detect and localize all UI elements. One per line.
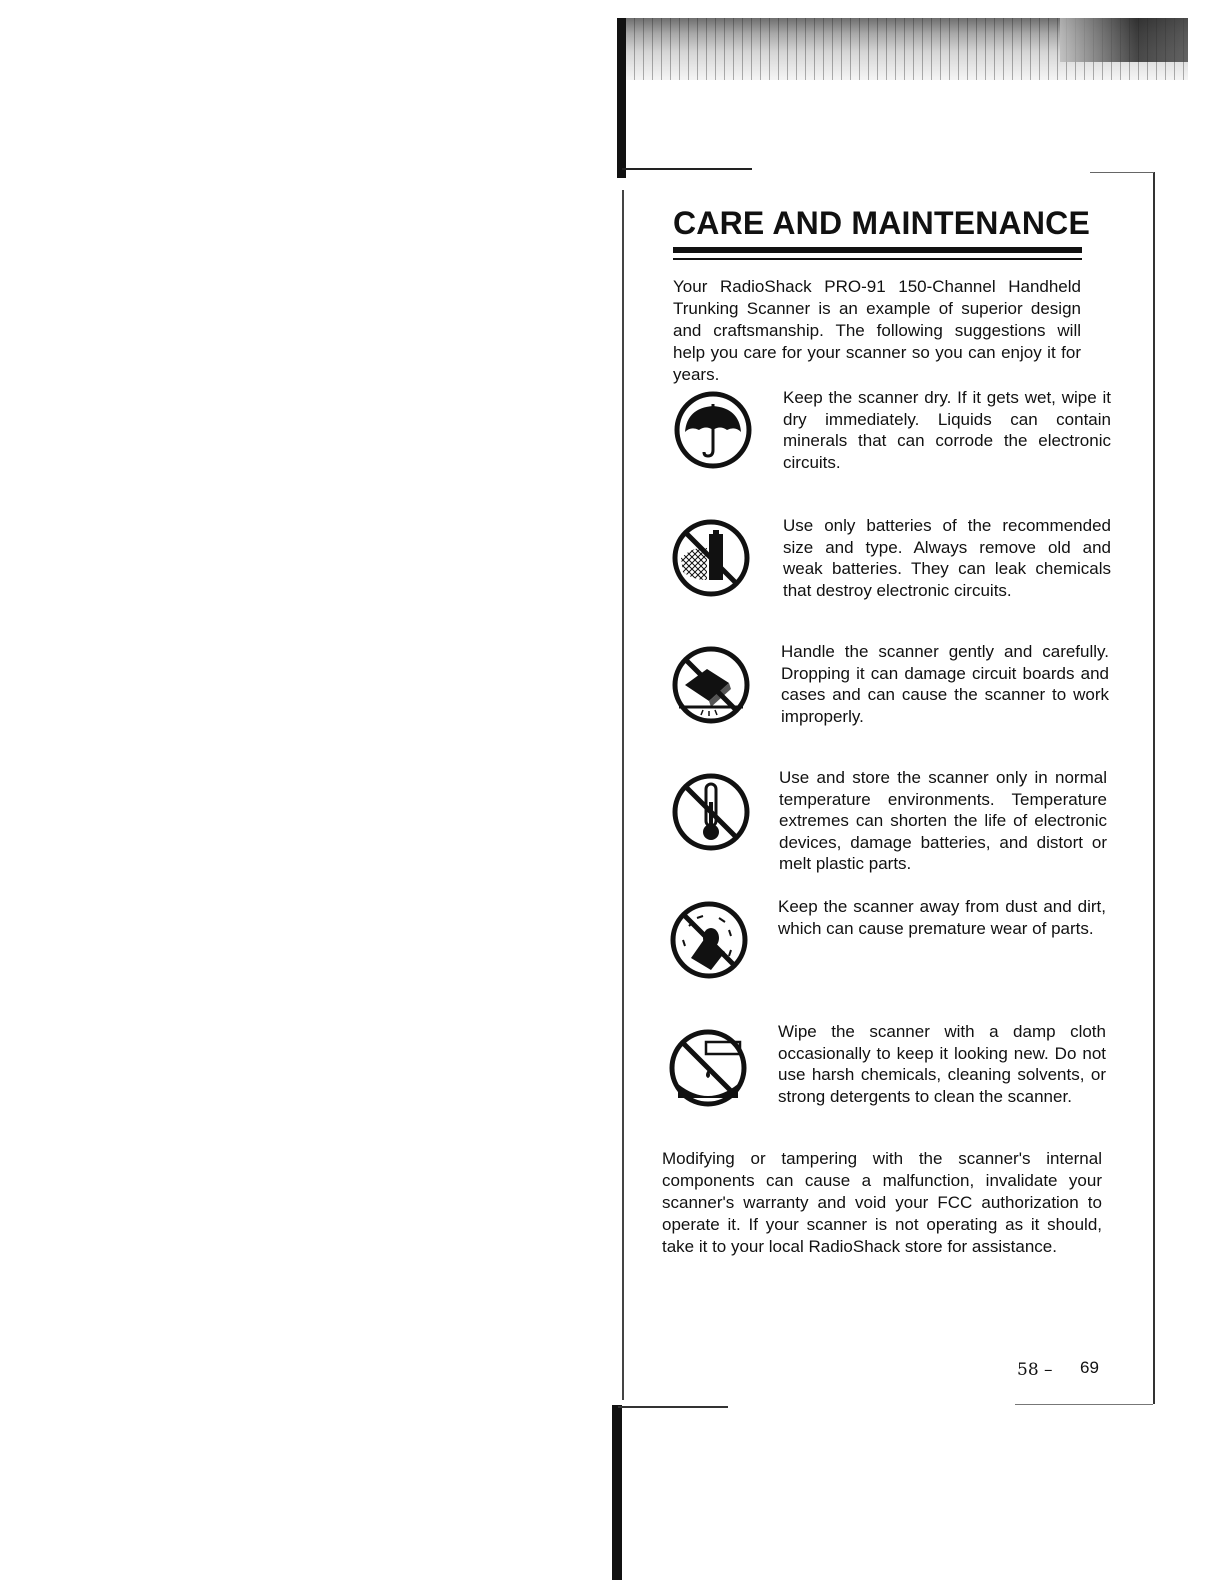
page-right-border <box>1153 172 1155 1404</box>
closing-paragraph: Modifying or tampering with the scanner's internal components can cause a malfunction, invalidate your scanner's warranty and void your FCC authorization to operate it. If your scanner is not operating as it should, take it to your local RadioShack store for assistance. <box>662 1149 1102 1256</box>
care-tip-dust: Keep the scanner away from dust and dirt, which can cause premature wear of parts. <box>778 897 1106 938</box>
no-harsh-chemicals-icon <box>668 1028 748 1108</box>
page-spine-top <box>617 18 626 178</box>
page-edge-line-bottom-right <box>1015 1404 1153 1405</box>
no-leaking-battery-icon <box>671 518 751 598</box>
umbrella-icon <box>673 390 753 470</box>
care-tip-handle: Handle the scanner gently and carefully. Dropping it can damage circuit boards and cases and can cause the scanner to work improperly. <box>781 642 1109 726</box>
page-left-border <box>622 190 624 1400</box>
scan-artifact-top-dark <box>1060 18 1188 62</box>
title-rule-thin <box>673 258 1082 260</box>
no-dust-icon <box>669 900 749 980</box>
page-edge-line-right <box>1090 172 1154 173</box>
page-edge-line <box>622 168 752 170</box>
page-title: CARE AND MAINTENANCE <box>673 205 1091 241</box>
no-dropping-icon <box>671 645 751 725</box>
no-temperature-extremes-icon <box>671 772 751 852</box>
care-tip-temperature: Use and store the scanner only in normal temperature environments. Temperature extremes can shorten the life of electronic devices, damage batteries, and distort or melt plastic parts. <box>779 768 1107 873</box>
care-tip-cleaning: Wipe the scanner with a damp cloth occasionally to keep it looking new. Do not use harsh chemicals, cleaning solvents, or strong detergents to clean the scanner. <box>778 1022 1106 1106</box>
page-edge-line-bottom <box>618 1406 728 1408</box>
care-tip-batteries: Use only batteries of the recommended size and type. Always remove old and weak batteries. They can leak chemicals that destroy electronic circuits. <box>783 516 1111 600</box>
care-tip-dry: Keep the scanner dry. If it gets wet, wipe it dry immediately. Liquids can contain minerals that can corrode the electronic circuits. <box>783 388 1111 472</box>
page-spine-bottom <box>612 1405 622 1580</box>
title-rule-thick <box>673 247 1082 253</box>
page-handwritten-mark: 58 – <box>1017 1360 1053 1380</box>
intro-paragraph: Your RadioShack PRO-91 150-Channel Handheld Trunking Scanner is an example of superior design and craftsmanship. The following suggestions will help you care for your scanner so you can enjoy it for years. <box>673 277 1081 384</box>
page-number: 69 <box>1080 1358 1099 1377</box>
